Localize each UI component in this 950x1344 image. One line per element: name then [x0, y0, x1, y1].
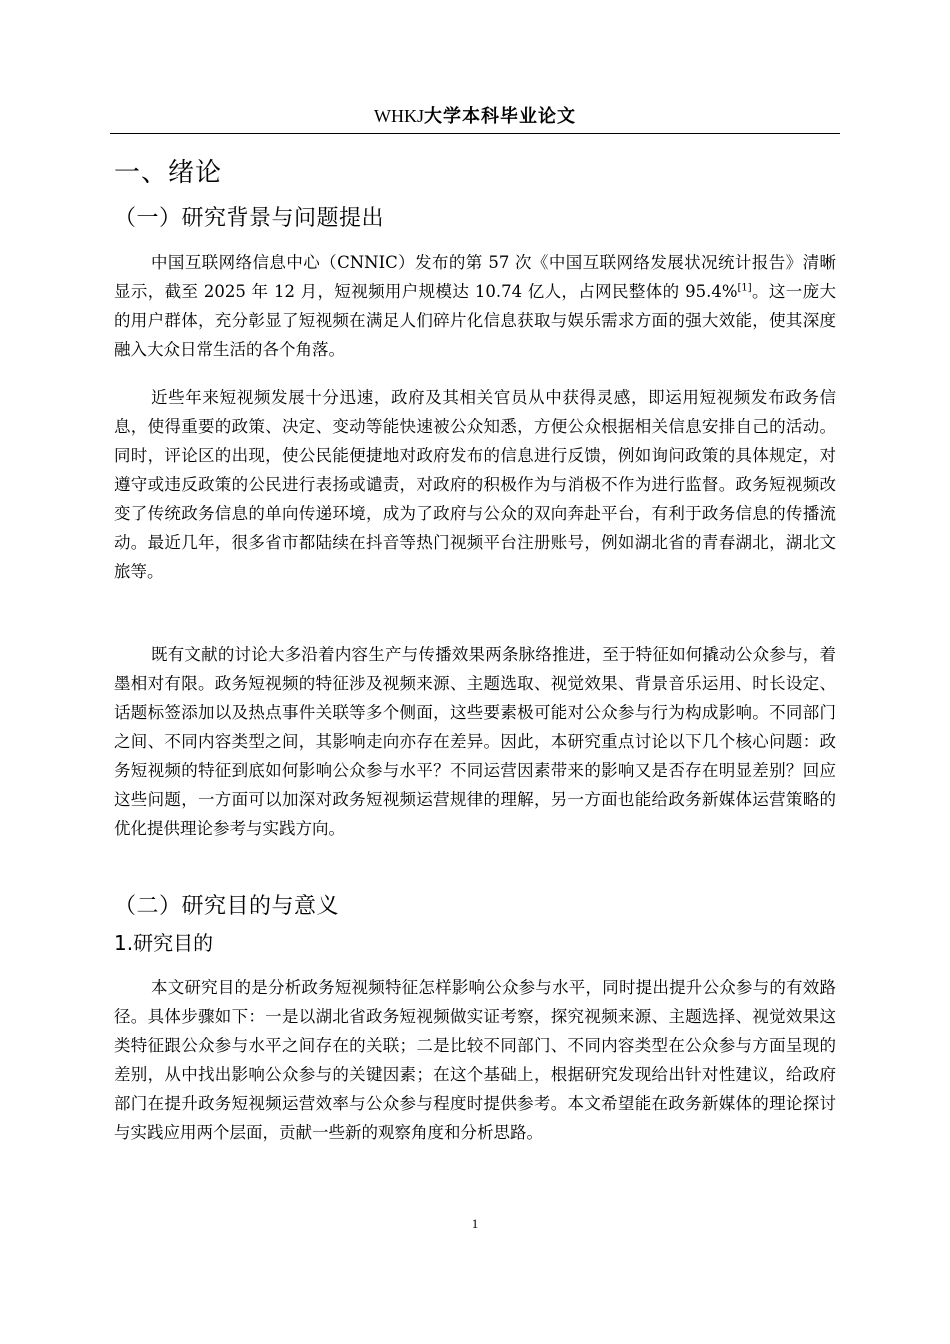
page-number: 1: [471, 1216, 479, 1231]
chapter-title: 一、绪论: [114, 158, 223, 188]
header-divider: [110, 133, 840, 134]
citation-ref[interactable]: [1]: [737, 282, 752, 294]
header-prefix: WHKJ: [374, 106, 424, 126]
paragraph-background-3: 既有文献的讨论大多沿着内容生产与传播效果两条脉络推进，至于特征如何撬动公众参与，着墨相对有限。政务短视频的特征涉及视频来源、主题选取、视觉效果、背景音乐运用、时长设定、话题标签添加以及热点事件关联等多个侧面，这些要素极可能对公众参与行为构成影响。不同部门之间、不同内容类型之间，其影响走向亦存在差异。因此，本研究重点讨论以下几个核心问题：政务短视频的特征到底如何影响公众参与水平？不同运营因素带来的影响又是否存在明显差别？回应这些问题，一方面可以加深对政务短视频运营规律的理解，另一方面也能给政务新媒体运营策略的优化提供理论参考与实践方向。: [114, 645, 836, 838]
paragraph-background-1: [114, 248, 836, 364]
paragraph-background-2: 近些年来短视频发展十分迅速，政府及其相关官员从中获得灵感，即运用短视频发布政务信息，使得重要的政策、决定、变动等能快速被公众知悉，方便公众根据相关信息安排自己的活动。同时，评论区的出现，使公民能便捷地对政府发布的信息进行反馈，例如询问政策的具体规定，对遵守或违反政策的公民进行表扬或谴责，对政府的积极作为与消极不作为进行监督。政务短视频改变了传统政务信息的单向传递环境，成为了政府与公众的双向奔赴平台，有利于政务信息的传播流动。最近几年，很多省市都陆续在抖音等热门视频平台注册账号，例如湖北省的青春湖北，湖北文旅等。: [114, 388, 836, 581]
paragraph-text: 中国互联网络信息中心（CNNIC）发布的第 57 次《中国互联网络发展状况统计报告》清晰显示，截至 2025 年 12 月，短视频用户规模达 10.74 亿人，占网民整体的 95.4%: [114, 253, 836, 301]
subsection-title-purpose: 1.研究目的: [114, 931, 214, 955]
section-title-background: （一）研究背景与问题提出: [114, 206, 385, 231]
running-header: [110, 104, 840, 129]
paragraph-purpose-1: 本文研究目的是分析政务短视频特征怎样影响公众参与水平，同时提出提升公众参与的有效路径。具体步骤如下：一是以湖北省政务短视频做实证考察，探究视频来源、主题选择、视觉效果这类特征跟公众参与水平之间存在的关联；二是比较不同部门、不同内容类型在公众参与方面呈现的差别，从中找出影响公众参与的关键因素；在这个基础上，根据研究发现给出针对性建议，给政府部门在提升政务短视频运营效率与公众参与程度时提供参考。本文希望能在政务新媒体的理论探讨与实践应用两个层面，贡献一些新的观察角度和分析思路。: [114, 978, 836, 1142]
header-title: 大学本科毕业论文: [424, 106, 576, 127]
paragraph-text: 。这一庞大的用户群体，充分彰显了短视频在满足人们碎片化信息获取与娱乐需求方面的强大效能，使其深度融入大众日常生活的各个角落。: [114, 282, 837, 359]
section-title-purpose: （二）研究目的与意义: [114, 894, 340, 919]
